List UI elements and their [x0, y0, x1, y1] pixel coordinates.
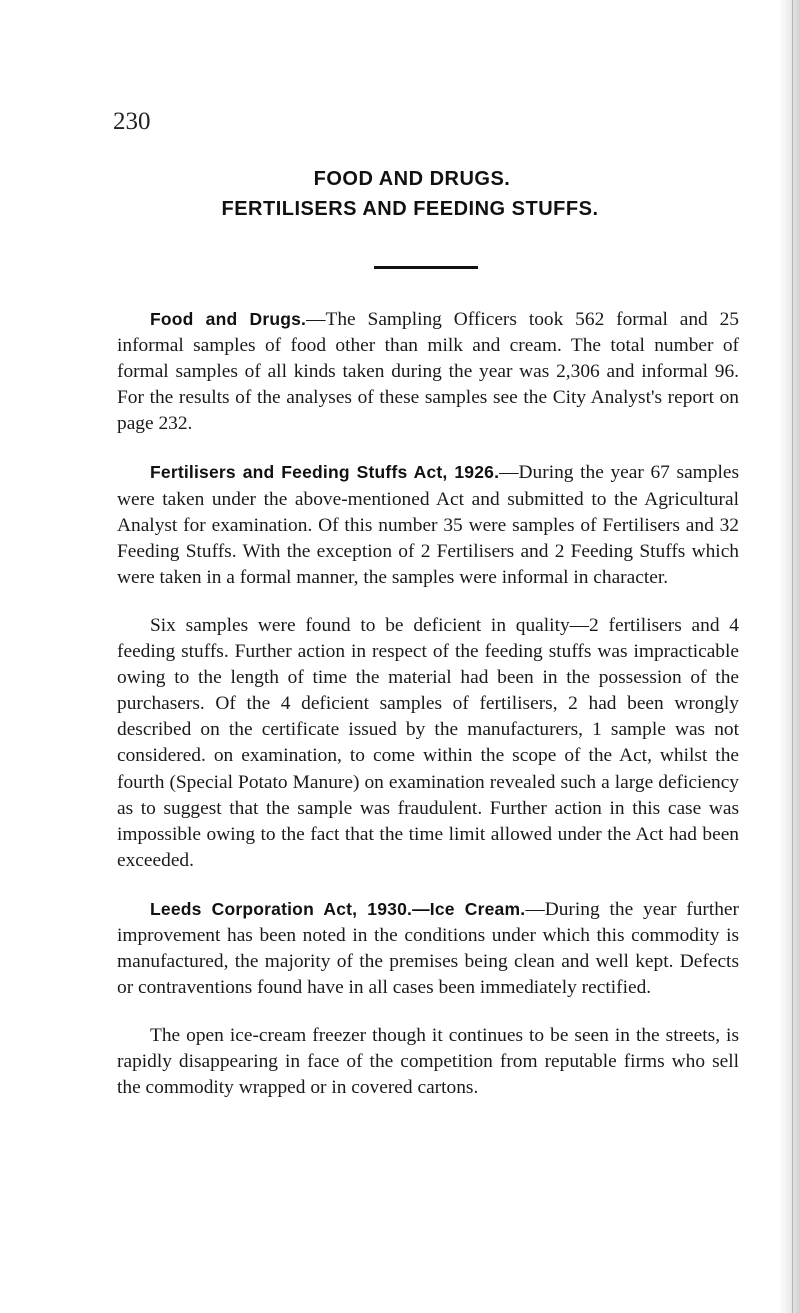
paragraph-food-and-drugs — [117, 306, 739, 437]
page-edge-shadow — [778, 0, 800, 1313]
paragraph-text: —The Sampling Officers took 562 formal and 25 informal samples of food other than milk and cream. The total number of formal samples of all kinds taken during the year was 2,306 and informal 96. For the results of the analyses of these samples see the City Analyst's report on page 232. — [117, 309, 739, 435]
paragraph-text: —During the year 67 samples were taken under the above-mentioned Act and submitted to the Agricultural Analyst for examination. Of this number 35 were samples of Fertilisers and 32 Feeding Stuffs. With the exception of 2 Fertilisers and 2 Feeding Stuffs which were taken in a formal manner, the samples were informal in character. — [117, 462, 739, 588]
heading-food-and-drugs: FOOD AND DRUGS. — [313, 168, 511, 190]
page-number: 230 — [113, 108, 151, 135]
body-text — [117, 306, 739, 1124]
paragraph-text: The open ice-cream freezer though it continues to be seen in the streets, is rapidly disappearing in face of the competition from reputable firms who sell the commodity wrapped or in covered cartons. — [117, 1025, 739, 1099]
paragraph-deficient-samples — [117, 613, 739, 874]
paragraph-text: Six samples were found to be deficient in quality—2 fertilisers and 4 feeding stuffs. Further action in respect of the feeding stuffs was impracticable owing to the length of time the material had been in the possession of the purchasers. Of the 4 deficient samples of fertilisers, 2 had been wrongly described on the certificate issued by the manufacturers, 1 sample was not considered. on examination, to come within the scope of the Act, whilst the fourth (Special Potato Manure) on examination revealed such a large deficiency as to suggest that the sample was fraudulent. Further action in this case was impossible owing to the fact that the time limit allowed under the Act had been exceeded. — [117, 614, 739, 871]
paragraph-fertilisers-act — [117, 459, 739, 590]
paragraph-title: Leeds Corporation Act, 1930.—Ice Cream. — [150, 898, 526, 919]
heading-fertilisers: FERTILISERS AND FEEDING STUFFS. — [221, 198, 599, 220]
paragraph-ice-cream-freezer — [117, 1023, 739, 1101]
paragraph-title: Fertilisers and Feeding Stuffs Act, 1926. — [150, 462, 500, 483]
section-rule — [374, 266, 478, 269]
paragraph-ice-cream-act — [117, 896, 739, 1001]
paragraph-title: Food and Drugs. — [150, 309, 307, 329]
page-edge-line — [792, 0, 793, 1313]
paragraph-text: —During the year further improvement has been noted in the conditions under which this commodity is manufactured, the majority of the premises being clean and well kept. Defects or contraventions found have in all cases been immediately rectified. — [117, 898, 739, 999]
